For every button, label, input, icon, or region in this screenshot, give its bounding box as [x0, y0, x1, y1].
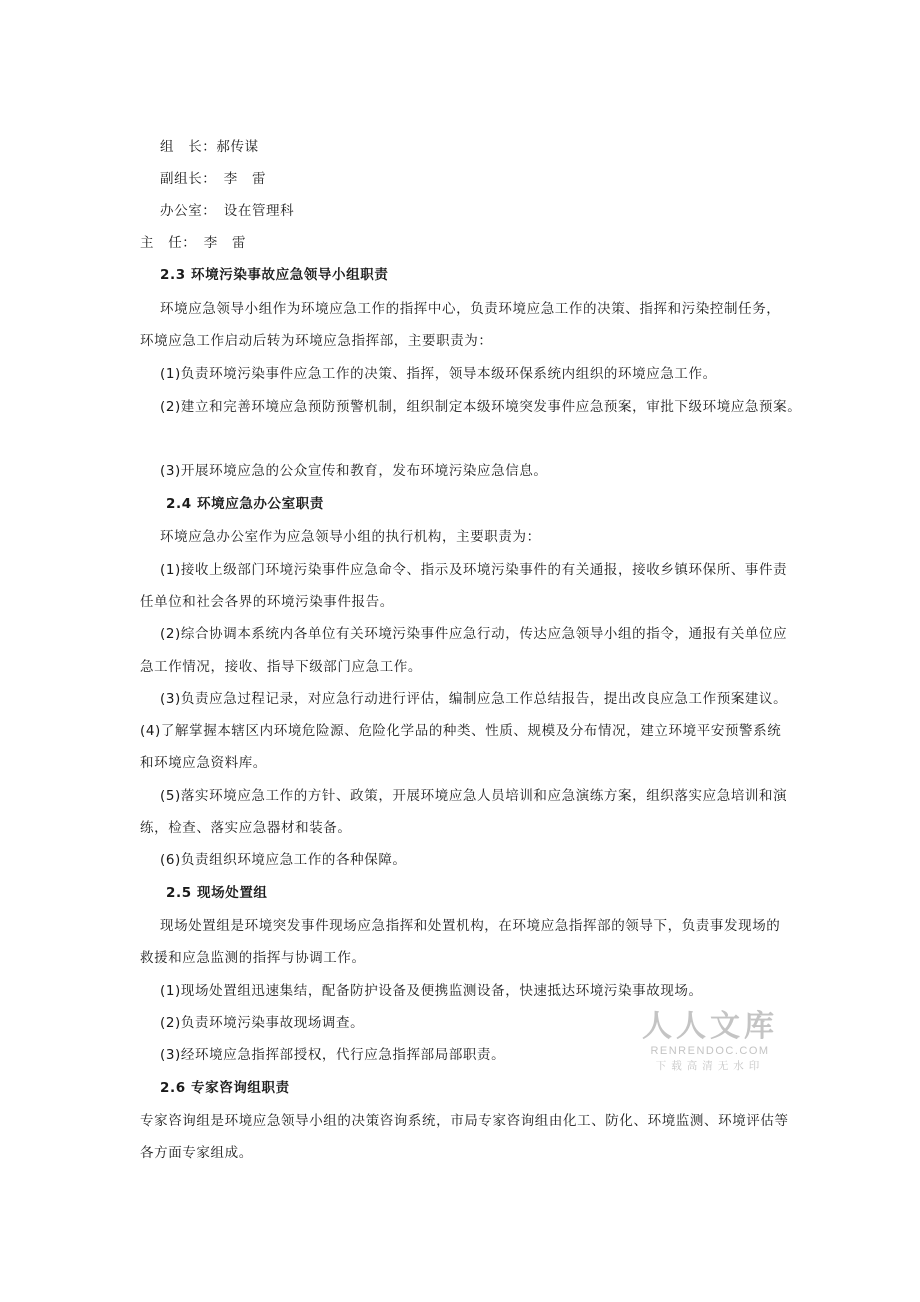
list-item: (2)综合协调本系统内各单位有关环境污染事件应急行动，传达应急领导小组的指令，通报有关单位应 — [160, 626, 788, 642]
list-item: (3)负责应急过程记录，对应急行动进行评估，编制应急工作总结报告，提出改良应急工作预案建议。 — [160, 691, 788, 707]
paragraph-line: 各方面专家组成。 — [140, 1145, 253, 1161]
director-line: 主 任： 李 雷 — [140, 235, 247, 251]
section-heading-2-3: 2.3 环境污染事故应急领导小组职责 — [160, 267, 389, 283]
list-item: (1)负责环境污染事件应急工作的决策、指挥，领导本级环保系统内组织的环境应急工作。 — [160, 366, 717, 382]
list-item: (3)开展环境应急的公众宣传和教育，发布环境污染应急信息。 — [160, 463, 548, 479]
list-item-continuation: 练，检查、落实应急器材和装备。 — [140, 820, 352, 836]
paragraph-line: 环境应急办公室作为应急领导小组的执行机构，主要职责为： — [160, 529, 541, 545]
list-item-continuation: 和环境应急资料库。 — [140, 755, 267, 771]
watermark-subtitle: 下载高清无水印 — [655, 1060, 765, 1072]
paragraph-line: 环境应急工作启动后转为环境应急指挥部，主要职责为： — [140, 333, 493, 349]
paragraph-line: 现场处置组是环境突发事件现场应急指挥和处置机构，在环境应急指挥部的领导下，负责事发现场的 — [160, 918, 781, 934]
watermark-logo — [640, 1010, 780, 1074]
paragraph-line: 环境应急领导小组作为环境应急工作的指挥中心，负责环境应急工作的决策、指挥和污染控制任务， — [160, 301, 781, 317]
list-item: (3)经环境应急指挥部授权，代行应急指挥部局部职责。 — [160, 1047, 506, 1063]
list-item-continuation: 任单位和社会各界的环境污染事件报告。 — [140, 594, 394, 610]
office-line: 办公室： 设在管理科 — [160, 203, 295, 219]
paragraph-line: 专家咨询组是环境应急领导小组的决策咨询系统，市局专家咨询组由化工、防化、环境监测、环境评估等 — [140, 1113, 789, 1129]
list-item: (2)建立和完善环境应急预防预警机制，组织制定本级环境突发事件应急预案，审批下级环境应急预案。 — [160, 399, 802, 415]
watermark-title: 人人文库 — [642, 1009, 778, 1044]
list-item: (1)现场处置组迅速集结，配备防护设备及便携监测设备，快速抵达环境污染事故现场。 — [160, 983, 703, 999]
deputy-leader-line: 副组长： 李 雷 — [160, 171, 267, 187]
list-item: (5)落实环境应急工作的方针、政策，开展环境应急人员培训和应急演练方案，组织落实应急培训和演 — [160, 788, 788, 804]
list-item: (4)了解掌握本辖区内环境危险源、危险化学品的种类、性质、规模及分布情况，建立环境平安预警系统 — [140, 723, 782, 739]
section-heading-2-4: 2.4 环境应急办公室职责 — [166, 496, 324, 512]
leader-line: 组 长：郝传谋 — [160, 139, 259, 155]
paragraph-line: 救援和应急监测的指挥与协调工作。 — [140, 950, 366, 966]
watermark-url: RENRENDOC.COM — [650, 1045, 770, 1057]
list-item-continuation: 急工作情况，接收、指导下级部门应急工作。 — [140, 659, 422, 675]
list-item: (1)接收上级部门环境污染事件应急命令、指示及环境污染事件的有关通报，接收乡镇环保所、事件责 — [160, 562, 788, 578]
list-item: (6)负责组织环境应急工作的各种保障。 — [160, 852, 407, 868]
list-item: (2)负责环境污染事故现场调查。 — [160, 1015, 365, 1031]
section-heading-2-5: 2.5 现场处置组 — [166, 885, 268, 901]
section-heading-2-6: 2.6 专家咨询组职责 — [160, 1080, 290, 1096]
